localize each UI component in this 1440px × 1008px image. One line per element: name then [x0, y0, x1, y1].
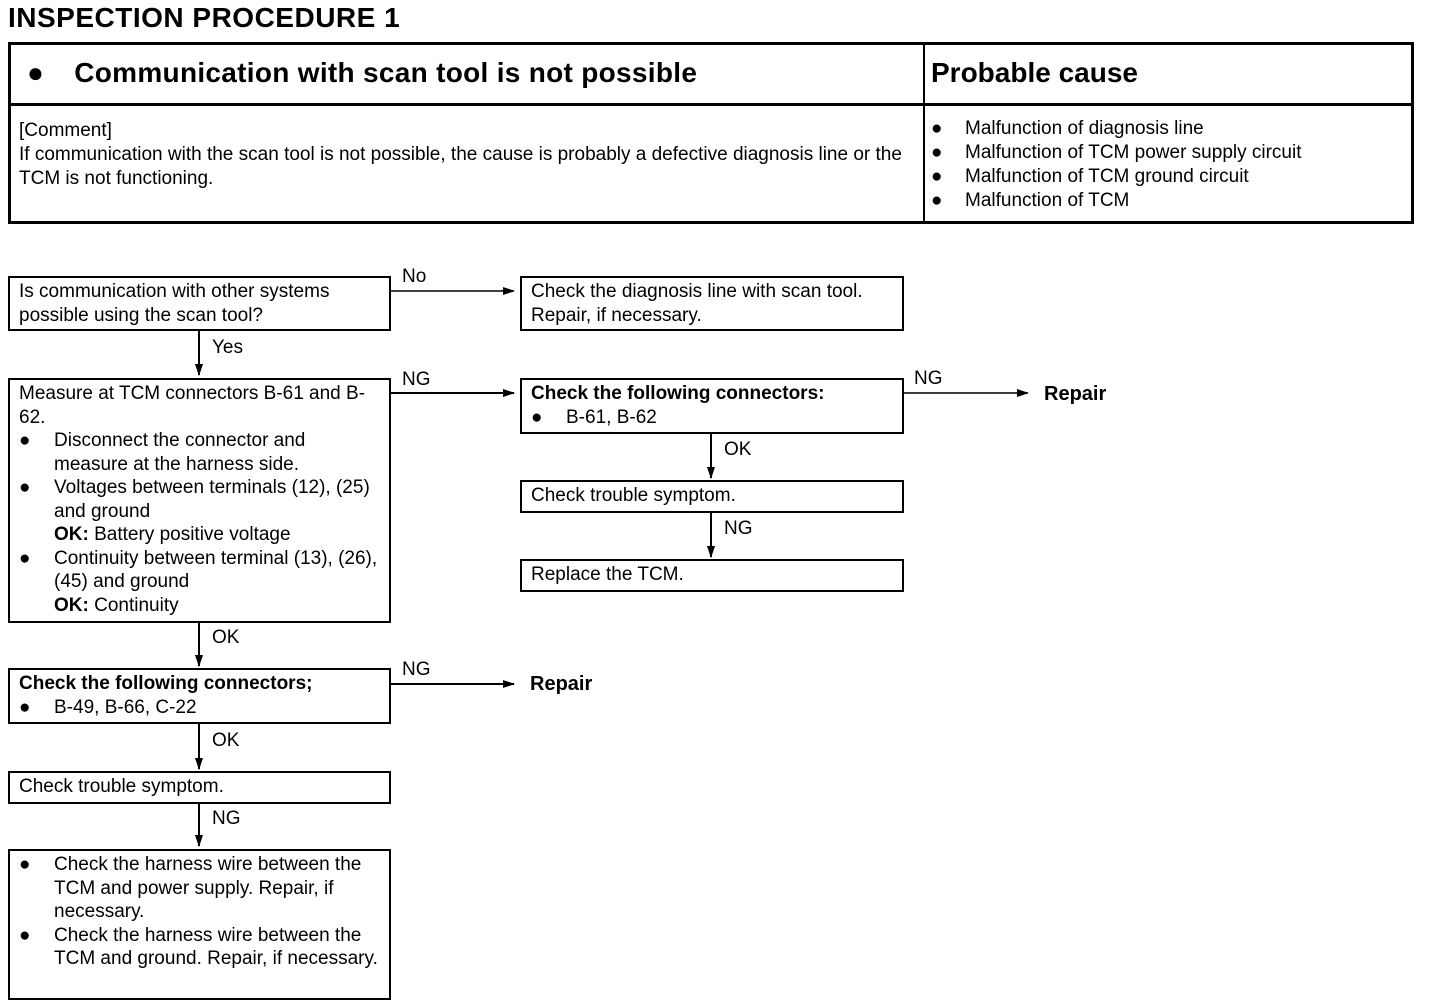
page-title: INSPECTION PROCEDURE 1: [8, 2, 401, 33]
bullet-icon: ●: [931, 190, 943, 211]
ok-label: OK: [212, 730, 240, 751]
symptom-text: Communication with scan tool is not possible: [74, 57, 698, 88]
list-item: ● Malfunction of TCM: [931, 190, 1130, 211]
ok-label: OK: [724, 439, 752, 460]
no-label: No: [402, 266, 427, 287]
list-item: ● Check the harness wire between the TCM and power supply. Repair, if necessary.: [19, 854, 362, 922]
bullet-icon: ●: [19, 477, 31, 498]
bullet-icon: ●: [19, 430, 31, 451]
comment-label: [Comment]: [19, 120, 112, 141]
measure-intro: Measure at TCM connectors B-61 and B-62.: [19, 383, 366, 428]
list-item: ● Voltages between terminals (12), (25) and ground OK: Battery positive voltage: [19, 477, 370, 545]
ng-label: NG: [914, 368, 943, 389]
bullet-icon: ●: [19, 547, 31, 569]
ng-label: NG: [402, 659, 431, 680]
bullet-icon: ●: [931, 166, 943, 187]
diagnosis-line-box: Check the diagnosis line with scan tool. Repair, if necessary.: [520, 276, 904, 331]
yes-label: Yes: [212, 337, 243, 358]
ok-label: OK: [212, 627, 240, 648]
trouble-symptom-box: Check trouble symptom.: [8, 771, 391, 804]
list-item: ● Check the harness wire between the TCM and ground. Repair, if necessary.: [19, 924, 378, 969]
probable-cause-heading: Probable cause: [931, 57, 1138, 88]
question-box: Is communication with other systems possible using the scan tool?: [8, 276, 391, 331]
ok-voltage: Battery positive voltage: [94, 524, 291, 545]
bullet-icon: ●: [19, 924, 31, 946]
ok-prefix: OK:: [54, 594, 89, 616]
ng-label: NG: [724, 518, 753, 539]
ng-label: NG: [402, 369, 431, 390]
list-item: ● B-49, B-66, C-22: [19, 696, 197, 718]
ok-prefix: OK:: [54, 524, 89, 545]
bullet-icon: ●: [931, 142, 943, 163]
ng-label: NG: [212, 808, 241, 829]
check-connectors-b49-box: Check the following connectors; ● B-49, B-66, C-22: [8, 668, 391, 724]
bullet-icon: ●: [27, 57, 45, 88]
bullet-icon: ●: [19, 854, 31, 875]
bullet-icon: ●: [19, 696, 31, 718]
replace-tcm-box: Replace the TCM.: [520, 559, 904, 592]
list-item: ● Malfunction of TCM ground circuit: [931, 166, 1249, 187]
repair-label: Repair: [1044, 383, 1107, 405]
list-item: ● B-61, B-62: [531, 406, 657, 428]
bullet-icon: ●: [931, 118, 943, 139]
list-item: ● Malfunction of diagnosis line: [931, 118, 1204, 139]
comment-text: If communication with the scan tool is not possible, the cause is probably a defective diagnosis line or the TCM is not functioning.: [19, 144, 902, 189]
trouble-symptom-box: Check trouble symptom.: [520, 480, 904, 513]
check-connectors-b61-box: Check the following connectors: ● B-61, B-62: [520, 378, 904, 434]
measure-box: [8, 378, 391, 623]
harness-check-box: [8, 849, 391, 1000]
bullet-icon: ●: [531, 406, 543, 428]
list-item: ● Malfunction of TCM power supply circuit: [931, 142, 1302, 163]
list-item: ● Disconnect the connector and measure at the harness side.: [19, 430, 306, 475]
list-item: ● Continuity between terminal (13), (26), (45) and ground OK: Continuity: [19, 547, 378, 616]
repair-label: Repair: [530, 673, 593, 695]
ok-continuity: Continuity: [94, 594, 179, 616]
